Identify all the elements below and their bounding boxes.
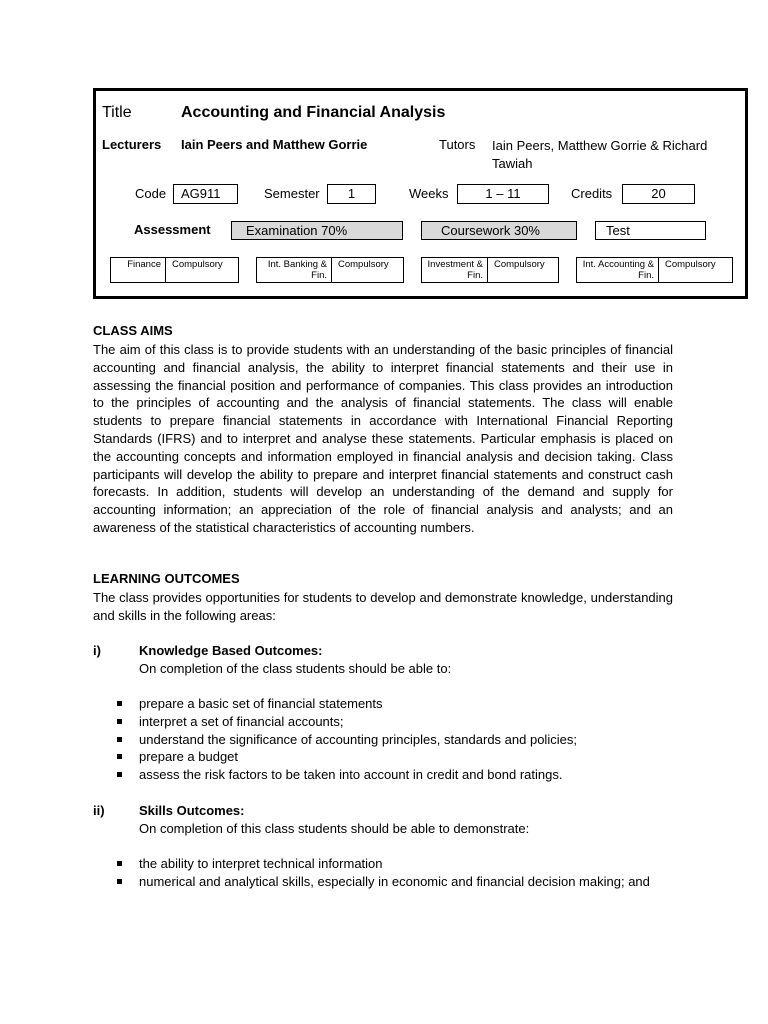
code-field: AG911 bbox=[173, 184, 238, 204]
skills-outcomes-lead: On completion of this class students should be able to demonstrate: bbox=[139, 821, 530, 836]
code-label: Code bbox=[135, 186, 167, 201]
programme-box-int-banking bbox=[256, 257, 404, 283]
semester-label: Semester bbox=[264, 186, 320, 201]
programme-box-investment bbox=[421, 257, 559, 283]
knowledge-outcomes-title: Knowledge Based Outcomes: bbox=[139, 643, 323, 658]
knowledge-outcomes-list bbox=[116, 695, 674, 784]
weeks-field: 1 – 11 bbox=[457, 184, 549, 204]
learning-outcomes-intro: The class provides opportunities for students to develop and demonstrate knowledge, understanding and skills in the following areas: bbox=[93, 590, 673, 623]
list-item: prepare a basic set of financial statements bbox=[116, 695, 674, 713]
skills-outcomes-title: Skills Outcomes: bbox=[139, 803, 245, 818]
programme-name: Int. Accounting & Fin. bbox=[577, 258, 659, 282]
section-numeral: ii) bbox=[93, 803, 105, 818]
programme-status: Compulsory bbox=[338, 259, 389, 270]
credits-label: Credits bbox=[571, 186, 613, 201]
learning-outcomes-heading: LEARNING OUTCOMES bbox=[93, 571, 240, 586]
programme-name: Investment & Fin. bbox=[422, 258, 488, 282]
class-aims-text: The aim of this class is to provide students with an understanding of the basic principles of financial accounting and financial analysis, the ability to interpret financial statements and their use in assessing the financial position and performance of companies. This class provides an introduction to the principles of accounting and the analysis of financial statements. The class will enable students to prepare financial statements in accordance with International Financial Reporting Standards (IFRS) and to interpret and analyse these statements. Particular emphasis is placed on the accounting concepts and information employed in financial analysis and decision taking. Class participants will develop the ability to prepare and interpret financial statements and construct cash forecasts. In addition, students will develop an understanding of the demand and supply for accounting information; an appreciation of the role of financial analysis and analysts; and an awareness of the statistical characteristics of accounting numbers. bbox=[93, 342, 673, 535]
programme-box-finance bbox=[110, 257, 239, 283]
skills-outcomes-list bbox=[116, 855, 674, 891]
title-label: Title bbox=[102, 104, 132, 121]
programme-status: Compulsory bbox=[172, 259, 223, 270]
programme-box-int-accounting bbox=[576, 257, 733, 283]
semester-field: 1 bbox=[327, 184, 376, 204]
section-numeral: i) bbox=[93, 643, 101, 658]
examination-field: Examination 70% bbox=[231, 221, 403, 240]
programme-name: Int. Banking & Fin. bbox=[257, 258, 332, 282]
programme-status: Compulsory bbox=[665, 259, 716, 270]
class-aims-heading: CLASS AIMS bbox=[93, 323, 173, 338]
coursework-field: Coursework 30% bbox=[421, 221, 577, 240]
list-item: numerical and analytical skills, especially in economic and financial decision making; and bbox=[116, 873, 674, 891]
assessment-label: Assessment bbox=[134, 222, 211, 237]
weeks-label: Weeks bbox=[409, 186, 449, 201]
credits-field: 20 bbox=[622, 184, 695, 204]
lecturers-value: Iain Peers and Matthew Gorrie bbox=[181, 137, 368, 152]
list-item: assess the risk factors to be taken into account in credit and bond ratings. bbox=[116, 766, 674, 784]
list-item: understand the significance of accounting principles, standards and policies; bbox=[116, 731, 674, 749]
lecturers-label: Lecturers bbox=[102, 137, 162, 152]
programme-name: Finance bbox=[111, 258, 166, 282]
programme-status: Compulsory bbox=[494, 259, 545, 270]
list-item: the ability to interpret technical information bbox=[116, 855, 674, 873]
test-field: Test bbox=[595, 221, 706, 240]
knowledge-outcomes-lead: On completion of the class students should be able to: bbox=[139, 661, 452, 676]
list-item: prepare a budget bbox=[116, 748, 674, 766]
tutors-label: Tutors bbox=[439, 137, 476, 152]
tutors-value: Iain Peers, Matthew Gorrie & Richard Tawiah bbox=[492, 138, 708, 171]
class-title: Accounting and Financial Analysis bbox=[181, 104, 446, 121]
list-item: interpret a set of financial accounts; bbox=[116, 713, 674, 731]
